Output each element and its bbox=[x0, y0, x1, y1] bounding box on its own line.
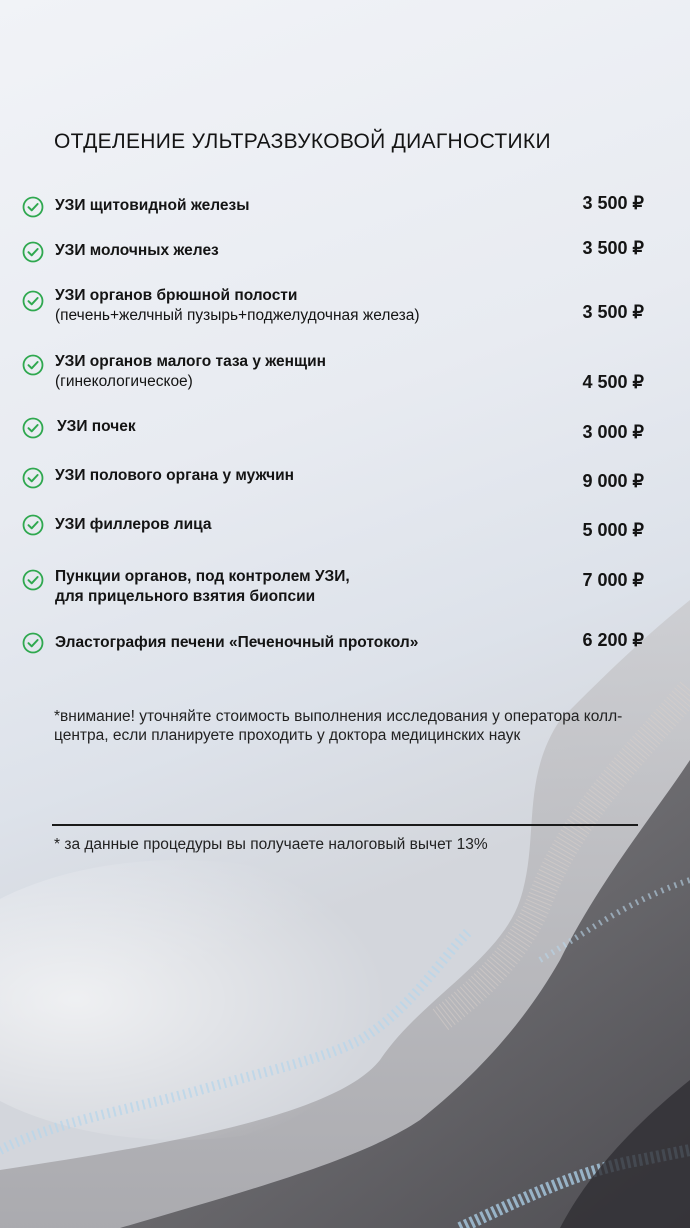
check-circle-icon bbox=[22, 514, 44, 536]
service-name: УЗИ филлеров лица bbox=[55, 516, 212, 533]
service-name: УЗИ почек bbox=[57, 418, 136, 435]
check-circle-icon bbox=[22, 241, 44, 263]
service-name: УЗИ органов брюшной полости (печень+желчный пузырь+поджелудочная железа) bbox=[55, 287, 420, 324]
service-name: УЗИ полового органа у мужчин bbox=[55, 467, 294, 484]
service-price: 3 500 ₽ bbox=[582, 238, 644, 258]
service-name: УЗИ органов малого таза у женщин (гинекологическое) bbox=[55, 353, 326, 390]
service-name: Эластография печени «Печеночный протокол» bbox=[55, 634, 419, 651]
check-circle-icon bbox=[22, 290, 44, 312]
check-circle-icon bbox=[22, 417, 44, 439]
service-description: (печень+желчный пузырь+поджелудочная железа) bbox=[55, 307, 420, 324]
attention-note: *внимание! уточняйте стоимость выполнения исследования у оператора колл-центра, если планируете проходить у доктора медицинских наук bbox=[54, 708, 623, 744]
divider bbox=[52, 824, 638, 826]
check-circle-icon bbox=[22, 467, 44, 489]
service-name: УЗИ молочных желез bbox=[55, 242, 219, 259]
service-name: Пункции органов, под контролем УЗИ, для прицельного взятия биопсии bbox=[55, 568, 350, 605]
service-price: 9 000 ₽ bbox=[582, 471, 644, 491]
check-circle-icon bbox=[22, 569, 44, 591]
tax-deduction-note: * за данные процедуры вы получаете налоговый вычет 13% bbox=[54, 836, 488, 853]
page-title: ОТДЕЛЕНИЕ УЛЬТРАЗВУКОВОЙ ДИАГНОСТИКИ bbox=[54, 130, 551, 153]
service-price: 3 500 ₽ bbox=[582, 193, 644, 213]
service-price: 7 000 ₽ bbox=[582, 570, 644, 590]
service-price: 5 000 ₽ bbox=[582, 520, 644, 540]
service-description: (гинекологическое) bbox=[55, 373, 193, 390]
service-price: 3 500 ₽ bbox=[582, 302, 644, 322]
check-circle-icon bbox=[22, 632, 44, 654]
check-circle-icon bbox=[22, 354, 44, 376]
service-name: УЗИ щитовидной железы bbox=[55, 197, 250, 214]
service-price: 4 500 ₽ bbox=[582, 372, 644, 392]
service-price: 6 200 ₽ bbox=[582, 630, 644, 650]
service-price: 3 000 ₽ bbox=[582, 422, 644, 442]
check-circle-icon bbox=[22, 196, 44, 218]
